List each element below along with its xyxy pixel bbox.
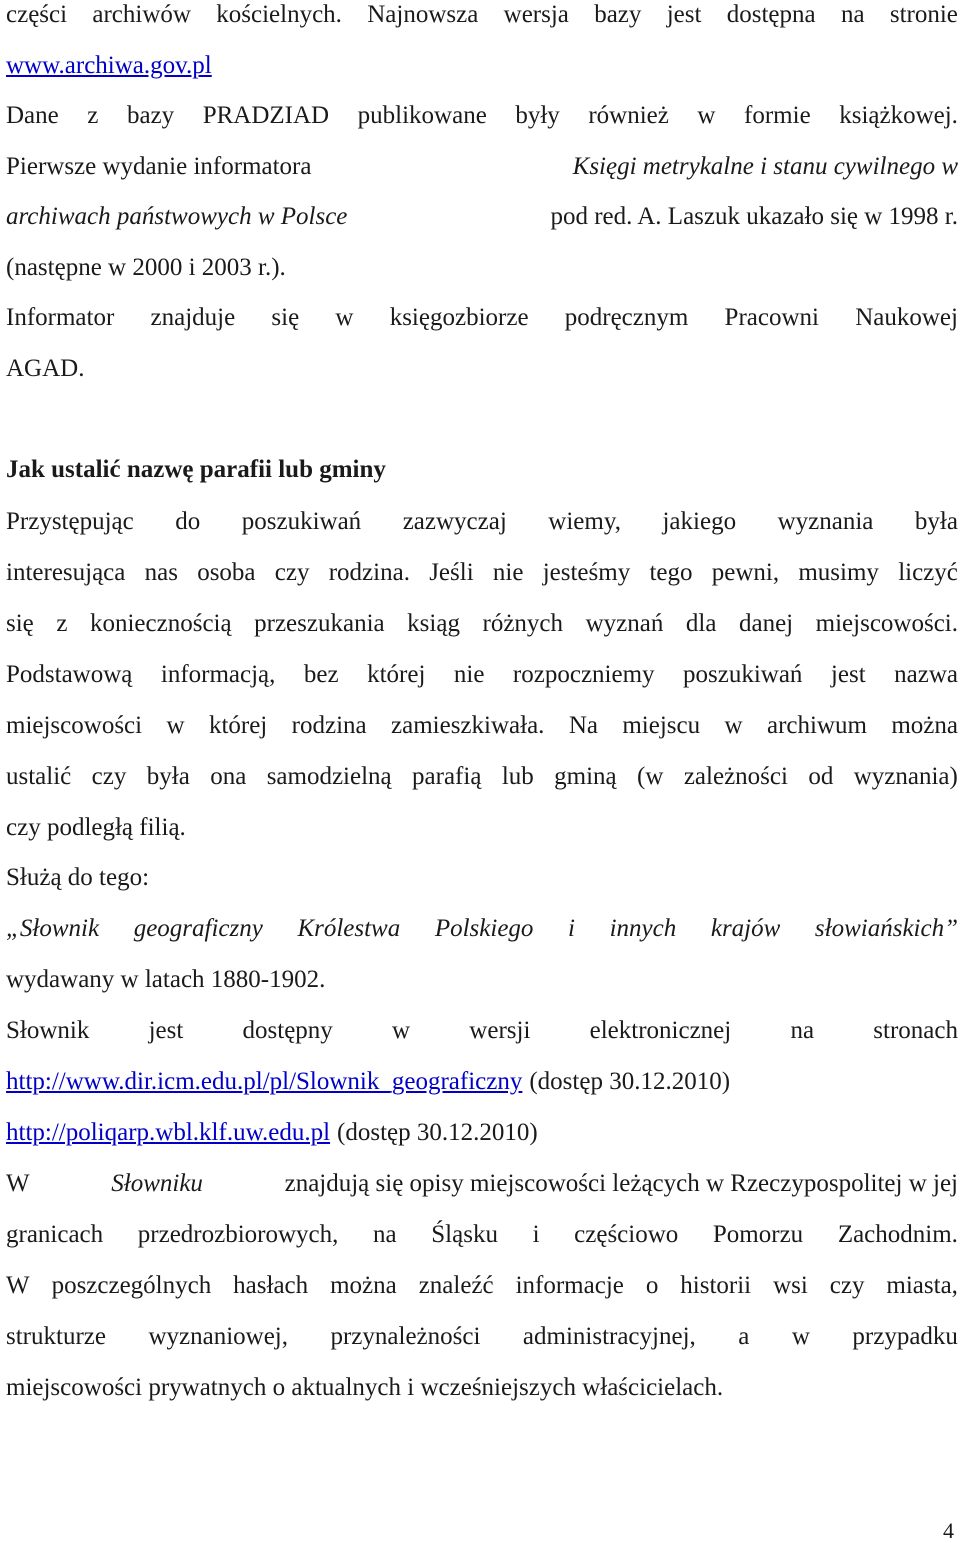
access-date: (dostęp 30.12.2010): [337, 1119, 538, 1146]
book-title: archiwach państwowych w Polsce: [6, 203, 348, 230]
text-line: części archiwów kościelnych. Najnowsza wersja bazy jest dostępna na stronie: [6, 1, 958, 28]
link-archiwa[interactable]: www.archiwa.gov.pl: [6, 52, 212, 79]
text-line: Podstawową informacją, bez której nie rozpoczniemy poszukiwań jest nazwa: [6, 661, 958, 688]
text-line: Informator znajduje się w księgozbiorze podręcznym Pracowni Naukowej: [6, 304, 958, 331]
text-line: granicach przedrozbiorowych, na Śląsku i częściowo Pomorzu Zachodnim.: [6, 1221, 958, 1248]
text-line: Służą do tego:: [6, 864, 150, 891]
text-line: Dane z bazy PRADZIAD publikowane były również w formie książkowej.: [6, 102, 958, 129]
text-line: interesująca nas osoba czy rodzina. Jeśli nie jesteśmy tego pewni, musimy liczyć: [6, 559, 958, 586]
text-line: ustalić czy była ona samodzielną parafią lub gminą (w zależności od wyznania): [6, 763, 958, 790]
text-line: [6, 152, 958, 182]
text-segment: W: [6, 1170, 30, 1197]
text-line: [6, 1067, 958, 1097]
access-date: (dostęp 30.12.2010): [529, 1068, 731, 1095]
text-line: (następne w 2000 i 2003 r.).: [6, 254, 286, 281]
book-title-line: „Słownik geograficzny Królestwa Polskiego i innych krajów słowiańskich”: [6, 915, 958, 942]
text-line: czy podległą filią.: [6, 814, 186, 841]
text-line: W poszczególnych hasłach można znaleźć informacje o historii wsi czy miasta,: [6, 1272, 958, 1299]
text-line: Słownik jest dostępny w wersji elektronicznej na stronach: [6, 1017, 958, 1044]
text-segment: Pierwsze wydanie informatora: [6, 153, 312, 180]
text-line: miejscowości prywatnych o aktualnych i wcześniejszych właścicielach.: [6, 1374, 724, 1401]
text-line: [6, 202, 958, 232]
link-poliqarp[interactable]: http://poliqarp.wbl.klf.uw.edu.pl: [6, 1119, 331, 1146]
text-line: strukturze wyznaniowej, przynależności administracyjnej, a w przypadku: [6, 1323, 958, 1350]
book-title: Księgi metrykalne i stanu cywilnego w: [572, 153, 958, 180]
text-line: [6, 1169, 958, 1199]
text-line: Przystępując do poszukiwań zazwyczaj wiemy, jakiego wyznania była: [6, 508, 958, 535]
text-line: AGAD.: [6, 355, 85, 382]
link-slownik-geograficzny[interactable]: http://www.dir.icm.edu.pl/pl/Slownik_geograficzny: [6, 1068, 523, 1095]
text-segment: pod red. A. Laszuk ukazało się w 1998 r.: [550, 203, 958, 230]
page-number: 4: [943, 1518, 954, 1543]
text-segment: znajdują się opisy miejscowości leżących w Rzeczypospolitej w jej: [284, 1170, 958, 1197]
text-line: się z koniecznością przeszukania ksiąg różnych wyznań dla danej miejscowości.: [6, 610, 958, 637]
text-line: wydawany w latach 1880-1902.: [6, 966, 326, 993]
text-segment-italic: Słowniku: [111, 1170, 203, 1197]
section-heading: Jak ustalić nazwę parafii lub gminy: [6, 456, 386, 483]
text-line: miejscowości w której rodzina zamieszkiwała. Na miejscu w archiwum można: [6, 712, 958, 739]
text-line: [6, 51, 958, 81]
text-line: [6, 1118, 958, 1148]
